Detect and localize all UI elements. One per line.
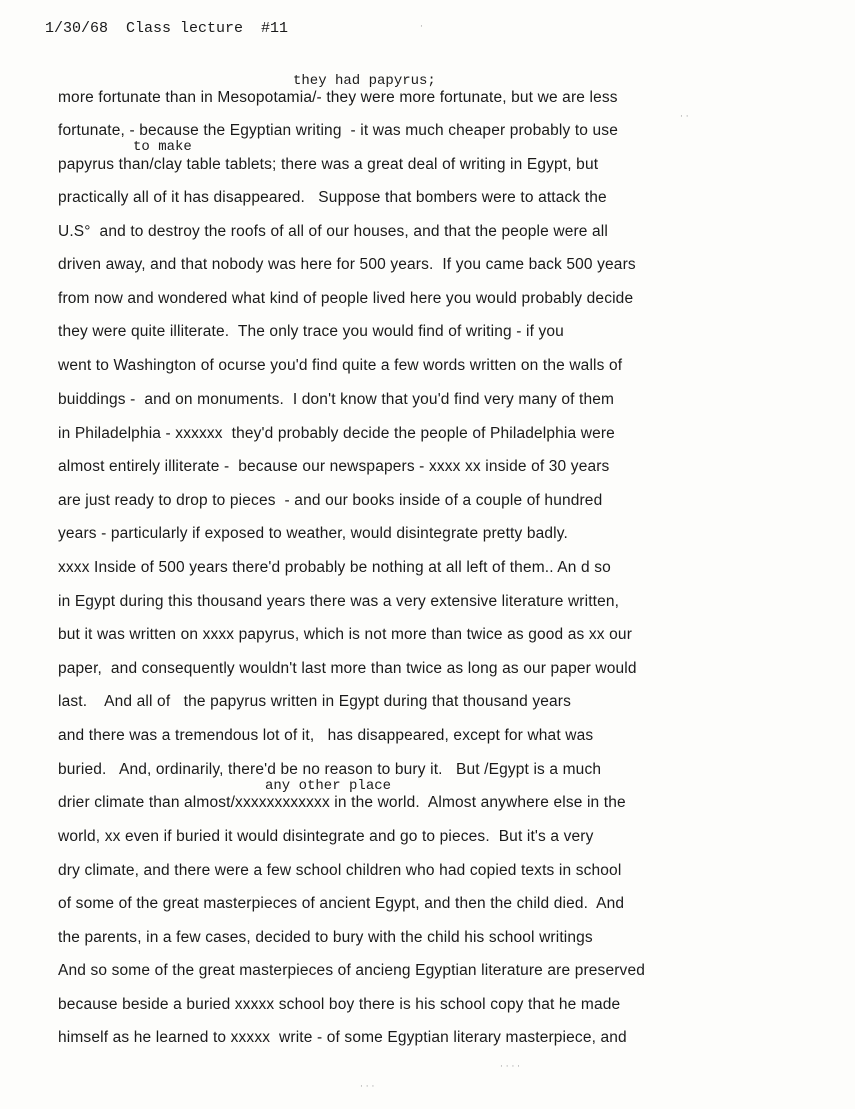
text-line: fortunate, - because the Egyptian writing - it was much cheaper probably to use [58,122,618,139]
text-line: paper, and consequently wouldn't last more than twice as long as our paper would [58,660,637,677]
text-line: drier climate than almost/xxxxxxxxxxxx in the world. Almost anywhere else in the [58,794,626,811]
scan-speck: · · [680,112,689,122]
text-line: because beside a buried xxxxx school boy there is his school copy that he made [58,996,621,1013]
text-line: buiddings - and on monuments. I don't know that you'd find very many of them [58,391,615,408]
text-line: the parents, in a few cases, decided to bury with the child his school writings [58,929,593,946]
scan-speck: · · · · [500,1062,521,1072]
text-line: years - particularly if exposed to weather, would disintegrate pretty badly. [58,525,568,542]
text-line: almost entirely illiterate - because our newspapers - xxxx xx inside of 30 years [58,458,610,475]
text-line: from now and wondered what kind of people lived here you would probably decide [58,290,634,307]
text-line: are just ready to drop to pieces - and our books inside of a couple of hundred [58,492,603,509]
text-line: but it was written on xxxx papyrus, which is not more than twice as good as xx our [58,626,633,643]
text-line: and there was a tremendous lot of it, has disappeared, except for what was [58,727,594,744]
text-line: dry climate, and there were a few school children who had copied texts in school [58,862,622,879]
text-line: in Egypt during this thousand years there was a very extensive literature written, [58,593,620,610]
text-line: practically all of it has disappeared. Suppose that bombers were to attack the [58,189,607,206]
text-line: they were quite illiterate. The only trace you would find of writing - if you [58,323,564,340]
text-line: went to Washington of ocurse you'd find quite a few words written on the walls of [58,357,623,374]
page-header: 1/30/68 Class lecture #11 [45,20,289,37]
text-line: in Philadelphia - xxxxxx they'd probably decide the people of Philadelphia were [58,425,615,442]
text-line: U.S° and to destroy the roofs of all of our houses, and that the people were all [58,223,608,240]
text-line: buried. And, ordinarily, there'd be no reason to bury it. But /Egypt is a much [58,761,602,778]
interlinear-insert: any other place [265,778,392,794]
scan-speck: · · · [360,1082,375,1092]
text-line: xxxx Inside of 500 years there'd probably be nothing at all left of them.. An d so [58,559,611,576]
text-line: last. And all of the papyrus written in Egypt during that thousand years [58,693,572,710]
text-line: more fortunate than in Mesopotamia/- they were more fortunate, but we are less [58,89,618,106]
text-line: papyrus than/clay table tablets; there was a great deal of writing in Egypt, but [58,156,599,173]
text-line: himself as he learned to xxxxx write - of some Egyptian literary masterpiece, and [58,1029,627,1046]
scan-speck: · [420,22,423,32]
interlinear-insert: they had papyrus; [293,73,436,89]
text-line: world, xx even if buried it would disintegrate and go to pieces. But it's a very [58,828,594,845]
text-line: of some of the great masterpieces of ancient Egypt, and then the child died. And [58,895,625,912]
interlinear-insert: to make [133,139,192,155]
text-line: driven away, and that nobody was here for 500 years. If you came back 500 years [58,256,636,273]
text-line: And so some of the great masterpieces of ancieng Egyptian literature are preserved [58,962,645,979]
